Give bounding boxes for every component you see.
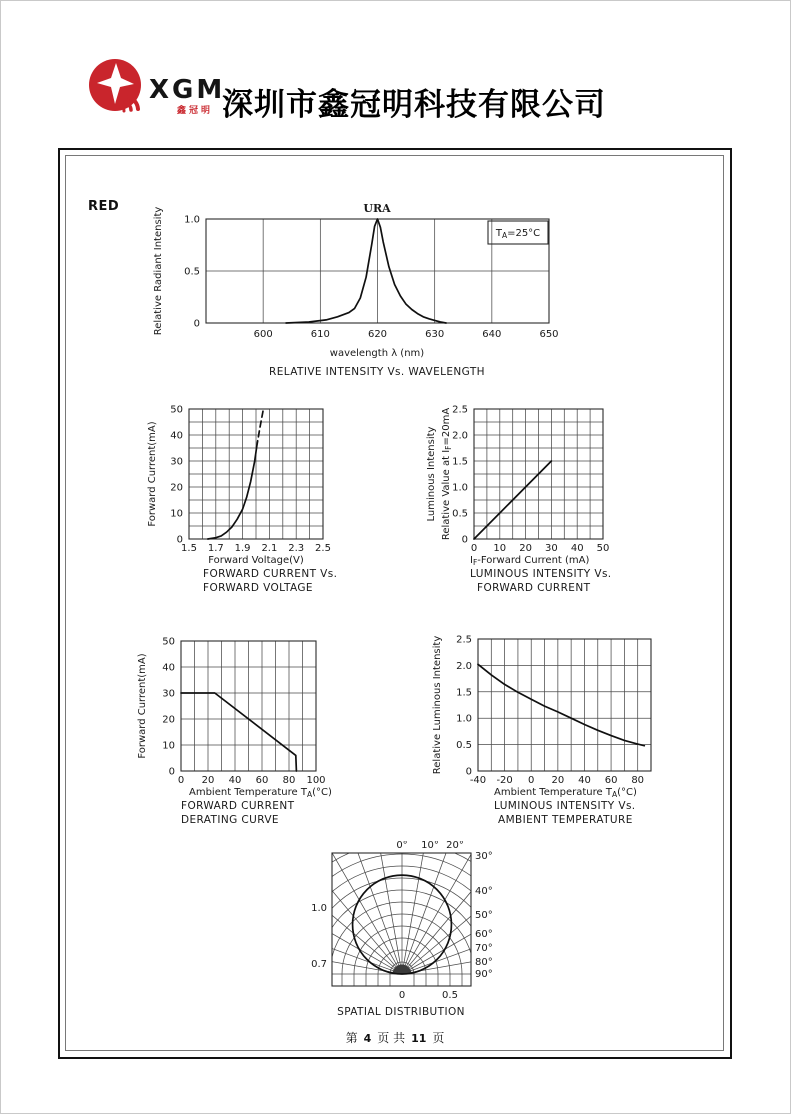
angle-label: 30° — [475, 851, 493, 862]
angle-label: 80° — [475, 957, 493, 968]
y-tick-label: 1.0 — [456, 713, 472, 725]
x-tick-label: 640 — [482, 329, 502, 340]
x-axis-label: Ambient Temperature $T_A(^\circ C)$ — [189, 787, 332, 799]
y-tick-label: 0.5 — [456, 740, 472, 752]
y-axis-label: Relative Luminous Intensity — [432, 635, 443, 775]
x-tick-label: 20 — [551, 775, 565, 786]
x-tick-label: 650 — [539, 329, 559, 340]
x-axis-label: wavelength λ (nm) — [329, 348, 425, 359]
x-tick-label: 40 — [578, 775, 591, 786]
x-tick-label: 620 — [367, 329, 388, 340]
x-tick-label: 20 — [201, 775, 215, 786]
chart-title: AMBIENT TEMPERATURE — [498, 814, 633, 826]
radius-label: 0 — [398, 990, 406, 1001]
y-tick-label: 1.5 — [456, 687, 472, 699]
angle-label: 10° — [421, 841, 439, 851]
y-tick-label: 10 — [162, 740, 175, 752]
y-tick-label: 30 — [170, 456, 183, 468]
series-vf-if-solid — [208, 447, 257, 539]
polar-ray — [402, 929, 516, 974]
y-tick-label: 0.5 — [452, 508, 468, 520]
company-name: 深圳市鑫冠明科技有限公司 — [222, 87, 606, 123]
angle-label: 60° — [475, 929, 493, 940]
x-tick-label: 0 — [470, 543, 478, 554]
chart-luminous-intensity-vs-current — [426, 399, 674, 599]
logo-subtext: 鑫冠明 — [177, 106, 214, 116]
y-tick-label: 0 — [193, 318, 200, 330]
x-tick-label: 1.5 — [181, 543, 197, 554]
radius-label: 0.5 — [442, 990, 458, 1001]
x-tick-label: 60 — [255, 775, 269, 786]
y-tick-label: 30 — [162, 688, 175, 700]
x-tick-label: 20 — [519, 543, 532, 554]
plot-border — [478, 639, 651, 771]
chart-title: LUMINOUS INTENSITY Vs. — [494, 800, 636, 812]
x-tick-label: 2.1 — [261, 543, 278, 554]
x-tick-label: 10 — [493, 543, 507, 554]
x-tick-label: 80 — [631, 775, 645, 786]
x-tick-label: 610 — [310, 329, 330, 340]
radius-label: 1.0 — [311, 903, 327, 914]
chart-title: FORWARD CURRENT — [181, 800, 295, 812]
color-label: RED — [88, 199, 120, 214]
chart-title: FORWARD CURRENT Vs. — [203, 568, 338, 580]
footer-suffix: 页 — [432, 1031, 445, 1045]
y-tick-label: 0 — [465, 766, 472, 778]
x-tick-label: 1.9 — [234, 543, 251, 554]
x-tick-label: 0 — [528, 775, 535, 786]
x-tick-label: 50 — [596, 543, 610, 554]
chart-forward-current-vs-voltage — [141, 399, 381, 599]
y-tick-label: 2.0 — [452, 430, 468, 442]
x-tick-label: 600 — [253, 329, 273, 340]
x-tick-label: 2.3 — [288, 543, 305, 554]
x-tick-label: 60 — [604, 775, 618, 786]
y-tick-label: 2.5 — [456, 634, 472, 646]
chart-spatial-distribution — [291, 841, 516, 1041]
y-axis-label: Forward Current(mA) — [137, 653, 148, 759]
chart-title: LUMINOUS INTENSITY Vs. — [470, 568, 612, 580]
footer-page-number: 4 — [363, 1032, 372, 1045]
footer-prefix: 第 — [345, 1031, 358, 1045]
x-tick-label: 100 — [306, 775, 326, 786]
y-axis-label: Forward Current(mA) — [147, 421, 158, 527]
angle-label: 90° — [475, 969, 493, 980]
y-tick-label: 0 — [176, 534, 183, 546]
x-tick-label: 80 — [282, 775, 296, 786]
y-tick-label: 50 — [162, 636, 175, 648]
y-tick-label: 50 — [170, 404, 183, 416]
company-logo-icon — [85, 55, 149, 123]
angle-label: 70° — [475, 943, 493, 954]
angle-label: 50° — [475, 910, 493, 921]
chart-title: RELATIVE INTENSITY Vs. WAVELENGTH — [269, 366, 485, 378]
chart-title: FORWARD CURRENT — [477, 582, 591, 594]
x-tick-label: -20 — [496, 775, 513, 786]
y-tick-label: 1.0 — [452, 482, 468, 494]
chart-title: SPATIAL DISTRIBUTION — [337, 1006, 465, 1018]
condition-label: $T_A=25^\circ C$ — [495, 228, 541, 240]
y-axis-label: Relative Value at $I_F=20mA$ — [441, 407, 453, 541]
angle-label: 20° — [446, 841, 464, 851]
angle-label: 0° — [396, 841, 408, 851]
angle-label: 40° — [475, 886, 493, 897]
y-tick-label: 20 — [170, 482, 183, 494]
y-tick-label: 40 — [170, 430, 183, 442]
y-tick-label: 0 — [168, 766, 175, 778]
y-tick-label: 0 — [461, 534, 468, 546]
chart-title: FORWARD VOLTAGE — [203, 582, 313, 594]
x-tick-label: 40 — [570, 543, 584, 554]
chart-spectrum — [131, 196, 591, 388]
x-tick-label: 2.5 — [315, 543, 331, 554]
y-tick-label: 2.0 — [456, 660, 472, 672]
chart-title: DERATING CURVE — [181, 814, 279, 826]
logo-text: XGM — [149, 75, 226, 105]
x-tick-label: 30 — [545, 543, 558, 554]
y-tick-label: 1.5 — [452, 456, 468, 468]
series-derating-line — [181, 693, 296, 771]
footer-total-pages: 11 — [411, 1032, 427, 1045]
x-tick-label: 40 — [228, 775, 242, 786]
polar-ray — [291, 885, 402, 974]
footer-middle: 页 共 — [377, 1031, 406, 1045]
y-tick-label: 1.0 — [184, 214, 200, 226]
y-tick-label: 10 — [170, 508, 183, 520]
x-axis-label: $I_F$-Forward Current (mA) — [470, 555, 590, 567]
peak-annotation: URA — [363, 202, 391, 215]
series-temperature-curve — [478, 664, 644, 745]
x-tick-label: 0 — [177, 775, 185, 786]
x-tick-label: 1.7 — [207, 543, 224, 554]
x-axis-label: Ambient Temperature $T_A(^\circ C)$ — [494, 787, 637, 799]
series-vf-if-extrapolated — [257, 409, 264, 447]
chart-luminous-vs-temperature — [426, 626, 692, 838]
y-tick-label: 0.5 — [184, 266, 200, 278]
y-tick-label: 20 — [162, 714, 175, 726]
y-axis-label: Relative Radiant Intensity — [153, 206, 164, 336]
y-axis-label: Luminous Intensity — [426, 426, 437, 522]
chart-derating — [131, 626, 381, 838]
y-tick-label: 2.5 — [452, 404, 468, 416]
y-tick-label: 40 — [162, 662, 175, 674]
x-axis-label: Forward Voltage(V) — [208, 555, 304, 566]
radius-label: 0.7 — [311, 959, 327, 970]
x-tick-label: 630 — [425, 329, 445, 340]
x-tick-label: -40 — [469, 775, 487, 786]
